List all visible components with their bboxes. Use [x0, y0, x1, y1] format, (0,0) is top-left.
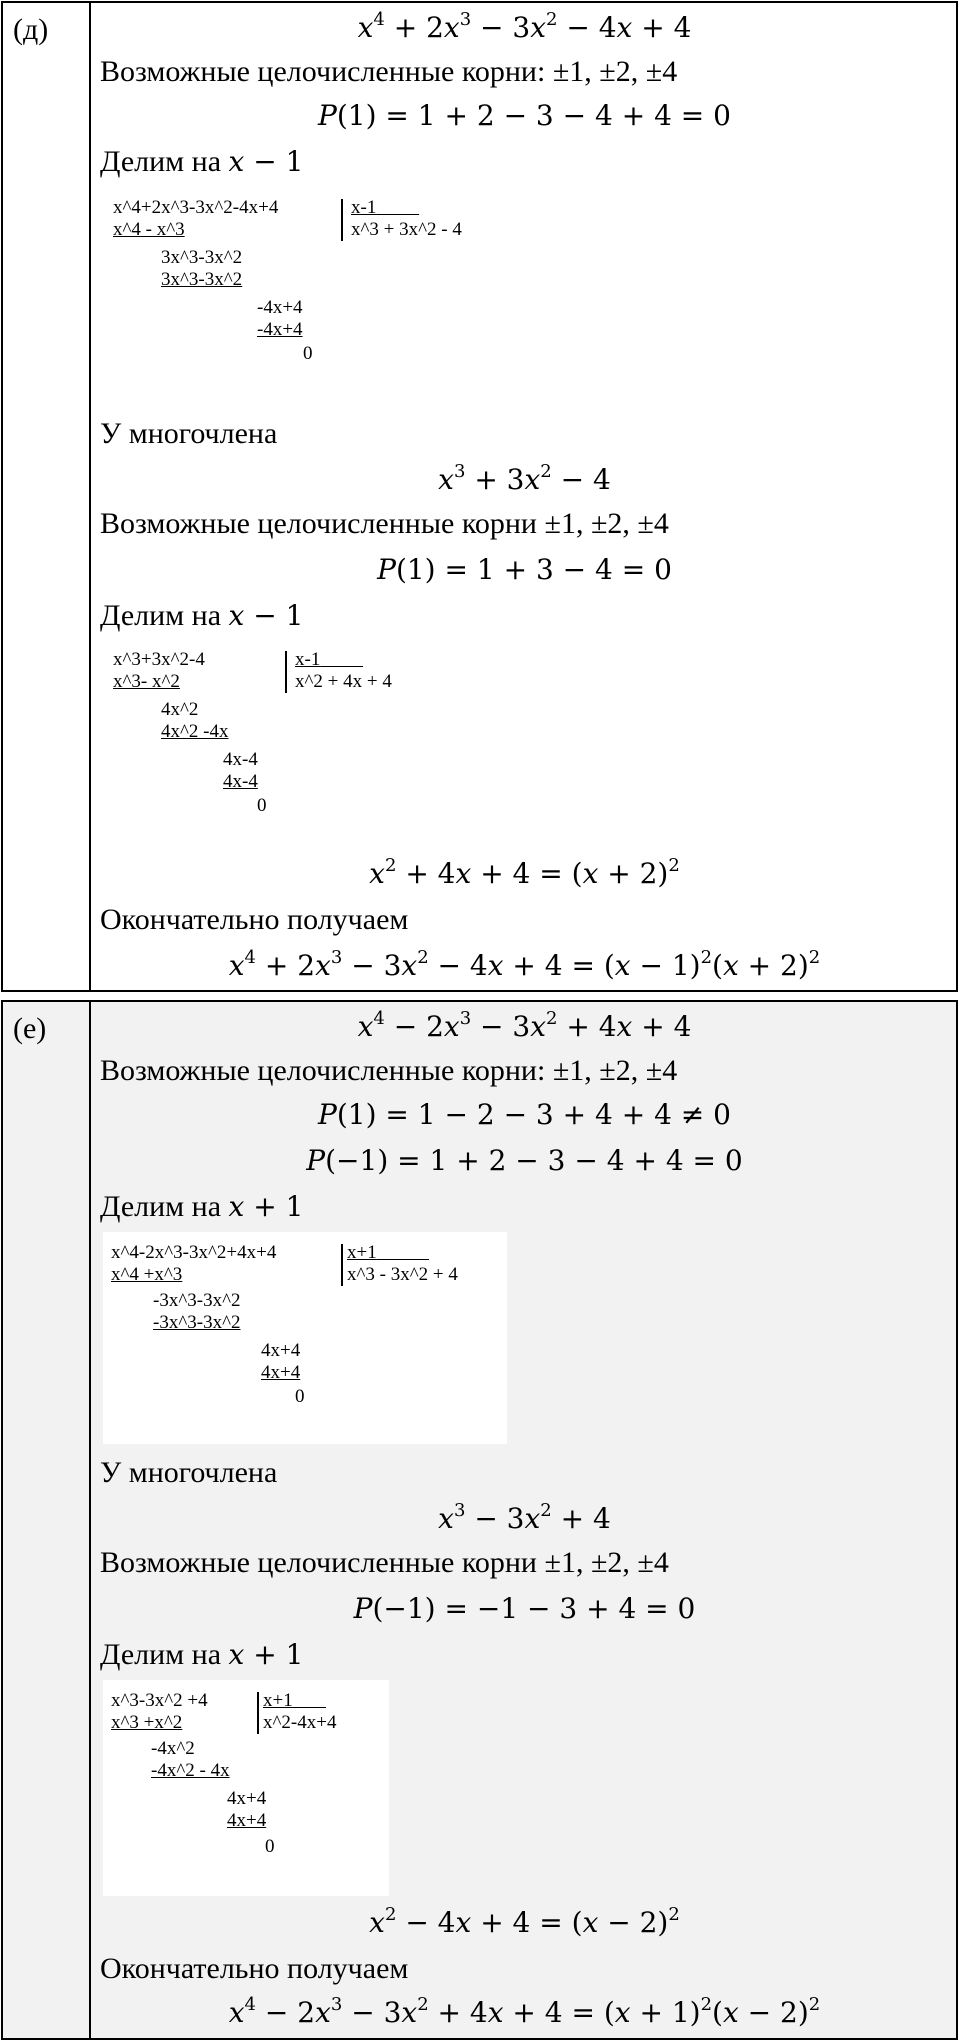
step-line: x^4 - x^3 [113, 219, 185, 240]
final-text: Окончательно получаем [100, 1952, 409, 1985]
p1-evaluation: P(1) = 1 + 3 − 4 = 0 [377, 553, 672, 586]
polynomial-text: У многочлена [100, 1456, 278, 1489]
square-factorization: $x^2 - 4x + 4 = (x - 2)^2$ [369, 1904, 680, 1939]
step-line: -4x^2 [151, 1738, 195, 1759]
divisor-formula: x + 1 [228, 1638, 304, 1671]
long-division-2 [103, 1680, 389, 1896]
section-label: (е) [13, 1012, 47, 1045]
step-line: -4x+4 [257, 319, 303, 340]
division-bar [341, 199, 343, 241]
step-line: 3x^3-3x^2 [161, 269, 243, 290]
step-line: 4x+4 [261, 1340, 301, 1361]
step-line: 4x^2 [161, 699, 199, 720]
final-text: Окончательно получаем [100, 903, 409, 936]
polynomial-formula: $x^3 - 3x^2 + 4$ [438, 1500, 611, 1535]
quotient: x^2-4x+4 [263, 1712, 337, 1733]
final-factorization: $x^4 + 2x^3 - 3x^2 - 4x + 4 = (x - 1)^2(x + 2)^2$ [228, 947, 821, 982]
step-line: 4x-4 [223, 771, 258, 792]
remainder: 0 [257, 795, 267, 816]
polynomial-text: У многочлена [100, 417, 278, 450]
p1-evaluation: P(1) = 1 − 2 − 3 + 4 + 4 ≠ 0 [318, 1098, 731, 1131]
possible-roots-text: Возможные целочисленные корни: ±1, ±2, ±4 [100, 55, 678, 88]
divide-by-label: Делим на [100, 599, 222, 632]
divide-by-label: Делим на [100, 1190, 222, 1223]
divisor-formula: x + 1 [228, 1190, 304, 1223]
dividend: x^4+2x^3-3x^2-4x+4 [113, 197, 279, 218]
polynomial-formula: $x^3 + 3x^2 - 4$ [438, 461, 611, 496]
step-line: 4x^2 -4x [161, 721, 229, 742]
division-bar [341, 1244, 343, 1286]
step-line: 4x-4 [223, 749, 258, 770]
divide-by-label: Делим на [100, 145, 222, 178]
section-e [1, 1000, 958, 2040]
divide-by-text [100, 1190, 303, 1224]
p1-evaluation: P(1) = 1 + 2 − 3 − 4 + 4 = 0 [318, 99, 731, 132]
p-minus1-evaluation: P(−1) = 1 + 2 − 3 − 4 + 4 = 0 [306, 1144, 743, 1177]
possible-roots-text: Возможные целочисленные корни ±1, ±2, ±4 [100, 507, 669, 540]
long-division-1 [111, 197, 511, 393]
dividend: x^3-3x^2 +4 [111, 1690, 208, 1711]
possible-roots-text: Возможные целочисленные корни ±1, ±2, ±4 [100, 1546, 669, 1579]
dividend: x^3+3x^2-4 [113, 649, 205, 670]
section-label: (д) [13, 13, 49, 46]
possible-roots-text: Возможные целочисленные корни: ±1, ±2, ±4 [100, 1054, 678, 1087]
divisor-formula: x − 1 [228, 599, 304, 632]
step-line: -3x^3-3x^2 [153, 1312, 241, 1333]
division-bar [285, 651, 287, 693]
step-line: -4x^2 - 4x [151, 1760, 230, 1781]
quotient: x^2 + 4x + 4 [295, 671, 392, 692]
p-minus1-evaluation: P(−1) = −1 − 3 + 4 = 0 [353, 1592, 696, 1625]
long-division-1 [103, 1232, 507, 1444]
dividend: x^4-2x^3-3x^2+4x+4 [111, 1242, 277, 1263]
divisor: x+1 [263, 1690, 293, 1711]
remainder: 0 [295, 1386, 305, 1407]
divide-by-text [100, 599, 303, 633]
divisor: x-1 [295, 649, 321, 670]
section-d [1, 1, 958, 992]
column-divider [89, 3, 91, 990]
divisor-formula: x − 1 [228, 145, 304, 178]
remainder: 0 [265, 1836, 275, 1857]
step-line: x^3- x^2 [113, 671, 180, 692]
step-line: 4x+4 [261, 1362, 301, 1383]
final-factorization: $x^4 - 2x^3 - 3x^2 + 4x + 4 = (x + 1)^2(x - 2)^2$ [228, 1994, 821, 2029]
divide-by-label: Делим на [100, 1638, 222, 1671]
step-line: 4x+4 [227, 1810, 267, 1831]
divide-by-text [100, 145, 303, 179]
long-division-2 [111, 649, 451, 845]
step-line: x^3 +x^2 [111, 1712, 183, 1733]
divide-by-text [100, 1638, 303, 1672]
step-line: -3x^3-3x^2 [153, 1290, 241, 1311]
step-line: 4x+4 [227, 1788, 267, 1809]
polynomial-formula: $x^4 + 2x^3 - 3x^2 - 4x + 4$ [357, 9, 692, 44]
square-factorization: $x^2 + 4x + 4 = (x + 2)^2$ [369, 855, 680, 890]
divisor: x-1 [351, 197, 377, 218]
quotient: x^3 - 3x^2 + 4 [347, 1264, 458, 1285]
polynomial-formula: $x^4 - 2x^3 - 3x^2 + 4x + 4$ [357, 1008, 692, 1043]
remainder: 0 [303, 343, 313, 364]
step-line: -4x+4 [257, 297, 303, 318]
step-line: x^4 +x^3 [111, 1264, 183, 1285]
division-bar [257, 1692, 259, 1734]
divisor: x+1 [347, 1242, 377, 1263]
quotient: x^3 + 3x^2 - 4 [351, 219, 462, 240]
step-line: 3x^3-3x^2 [161, 247, 243, 268]
